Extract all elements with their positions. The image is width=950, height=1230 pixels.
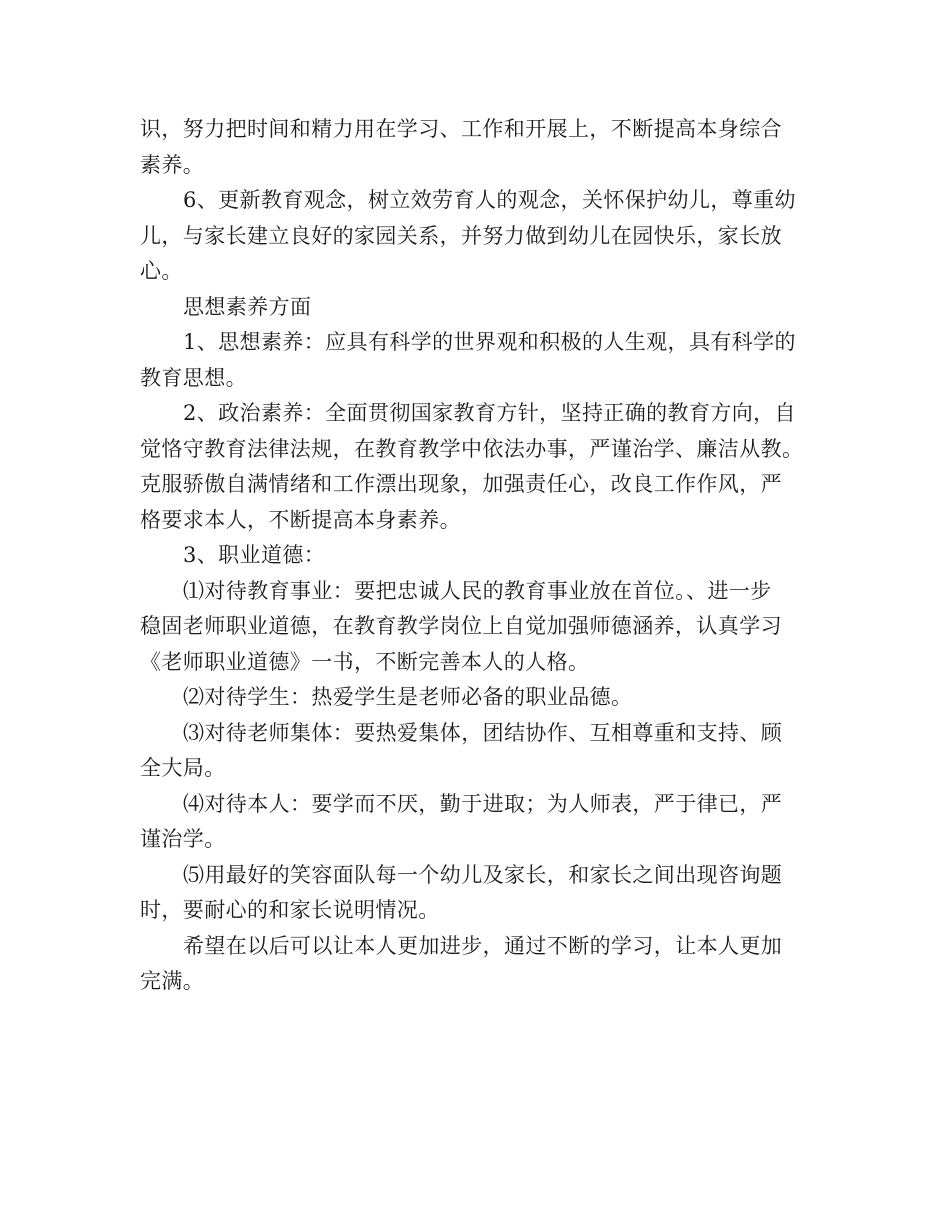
text-line: 思想素养方面 (183, 294, 312, 319)
text-line: 稳固老师职业道德，在教育教学岗位上自觉加强师德涵养，认真学习 (140, 614, 782, 638)
text-line: 克服骄傲自满情绪和工作漂出现象，加强责任心，改良工作作风，严 (140, 472, 782, 496)
text-line: 时，要耐心的和家长说明情况。 (140, 898, 440, 922)
text-line: 1、思想素养：应具有科学的世界观和积极的人生观，具有科学的 (183, 330, 796, 354)
text-line: 全大局。 (140, 756, 226, 780)
text-line: ⑷对待本人：要学而不厌，勤于进取；为人师表，严于律已，严 (183, 791, 783, 816)
text-line: 希望在以后可以让本人更加进步，通过不断的学习，让本人更加 (183, 933, 783, 958)
text-line: 觉恪守教育法律法规，在教育教学中依法办事，严谨治学、廉洁从教。 (140, 436, 804, 461)
text-line: 完满。 (140, 969, 205, 993)
text-line: 教育思想。 (140, 365, 247, 390)
text-line: ⑵对待学生：热爱学生是老师必备的职业品德。 (183, 685, 633, 709)
text-line: ⑶对待老师集体：要热爱集体，团结协作、互相尊重和支持、顾 (183, 720, 783, 745)
text-line: ⑴对待教育事业：要把忠诚人民的教育事业放在首位。、进一步 (183, 578, 772, 603)
text-line: 心。 (140, 259, 183, 283)
text-line: 格要求本人，不断提高本身素养。 (140, 507, 461, 532)
text-line: 3、职业道德： (183, 543, 326, 567)
text-line: ⑸用最好的笑容面队每一个幼儿及家长，和家长之间出现咨询题 (183, 862, 783, 887)
text-line: 谨治学。 (140, 827, 226, 851)
body-text (140, 112, 820, 1000)
text-line: 6、更新教育观念，树立效劳育人的观念，关怀保护幼儿，尊重幼 (183, 188, 796, 212)
text-line: 《老师职业道德》一书，不断完善本人的人格。 (140, 649, 590, 674)
text-line: 素养。 (140, 152, 205, 177)
text-line: 儿，与家长建立良好的家园关系，并努力做到幼儿在园快乐，家长放 (140, 223, 782, 248)
text-line: 识，努力把时间和精力用在学习、工作和开展上，不断提高本身综合 (140, 117, 782, 141)
text-line: 2、政治素养：全面贯彻国家教育方针，坚持正确的教育方向，自 (183, 401, 796, 425)
